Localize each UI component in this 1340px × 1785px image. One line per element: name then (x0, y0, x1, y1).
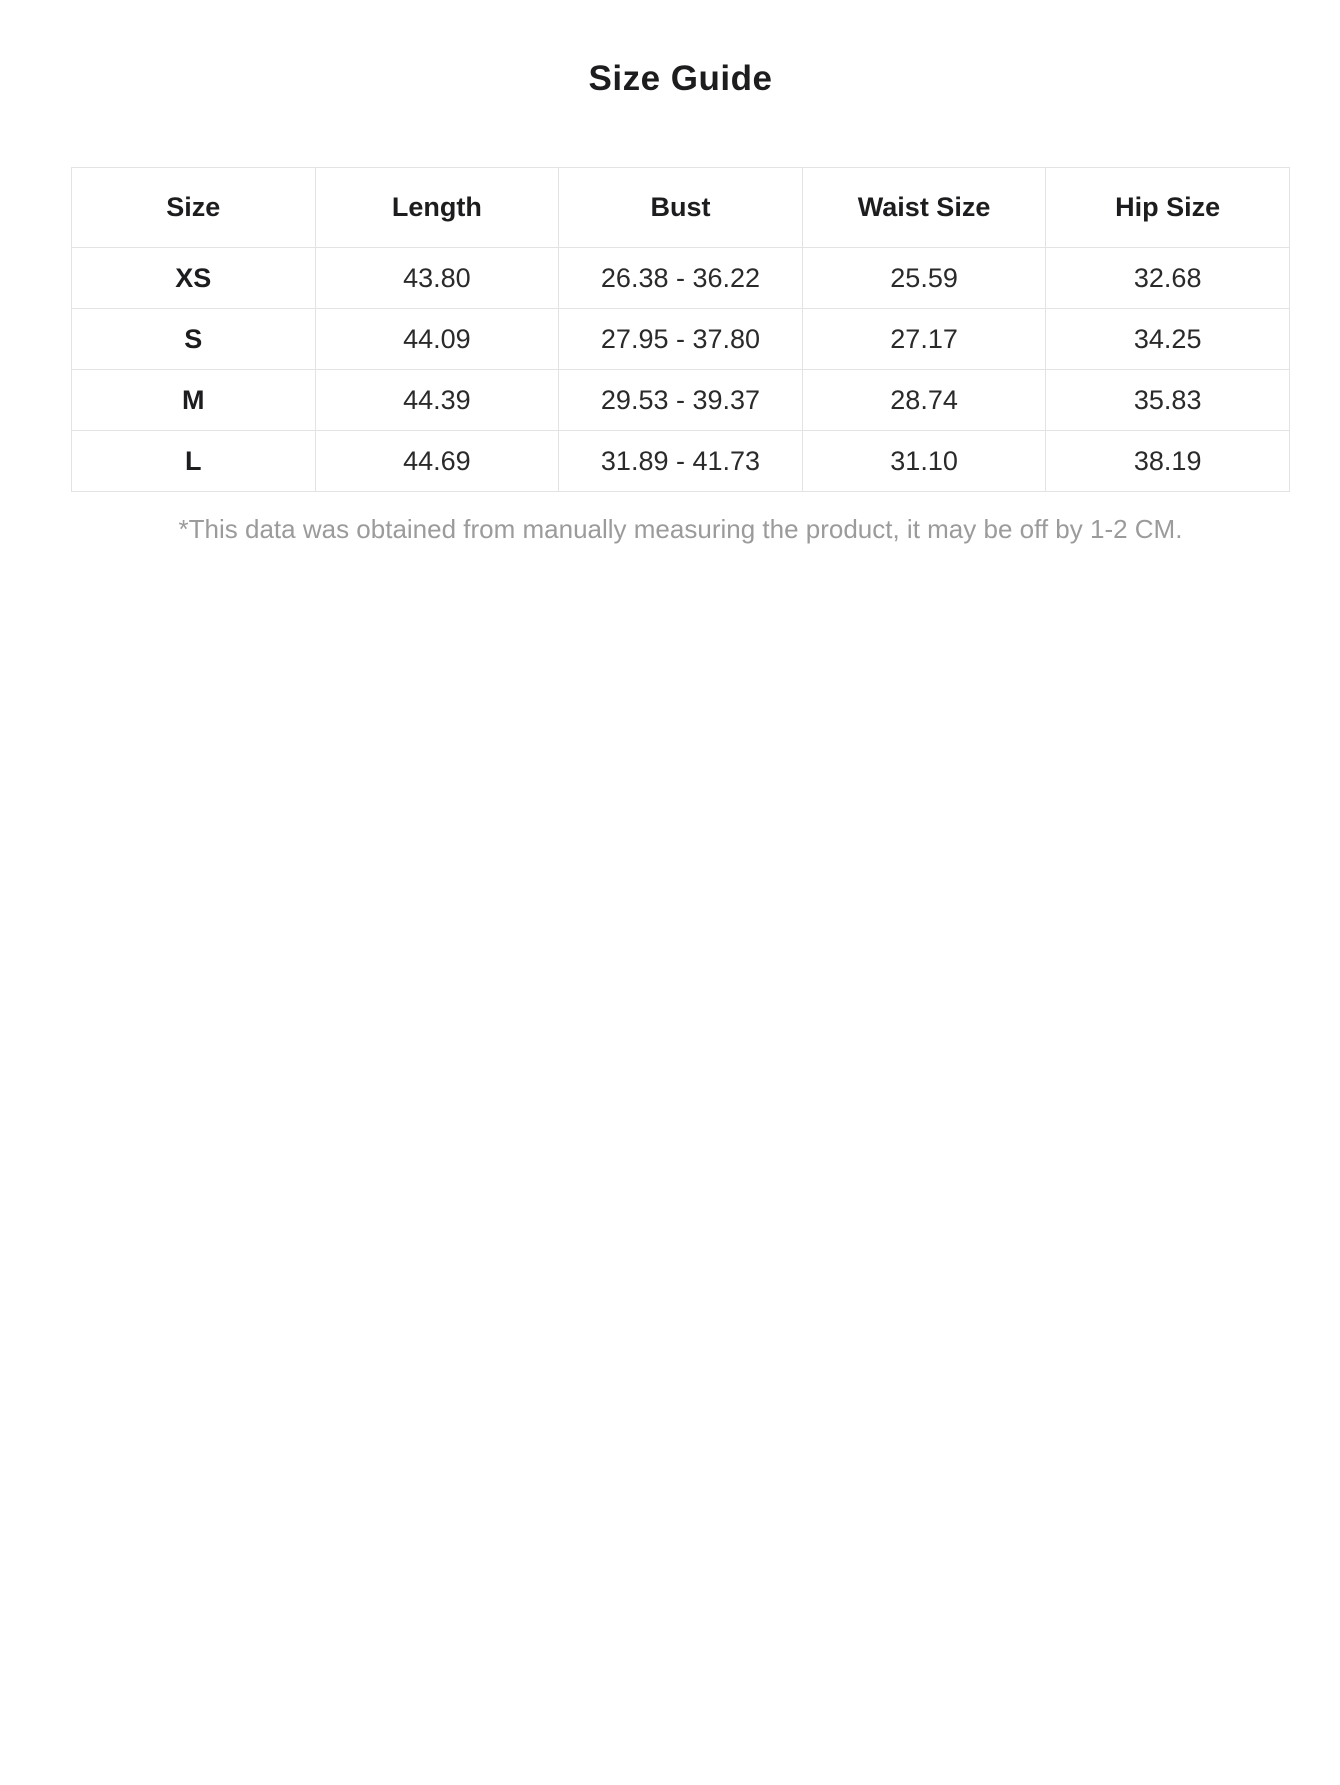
cell-size: S (72, 309, 316, 370)
column-header-waist: Waist Size (802, 168, 1046, 248)
cell-waist: 27.17 (802, 309, 1046, 370)
cell-hip: 32.68 (1046, 248, 1290, 309)
cell-size: L (72, 431, 316, 492)
table-head (72, 168, 1290, 248)
column-header-hip: Hip Size (1046, 168, 1290, 248)
cell-waist: 25.59 (802, 248, 1046, 309)
column-header-length: Length (315, 168, 559, 248)
table-body (72, 248, 1290, 492)
cell-size: XS (72, 248, 316, 309)
cell-length: 44.39 (315, 370, 559, 431)
cell-bust: 31.89 - 41.73 (559, 431, 803, 492)
measurement-disclaimer: *This data was obtained from manually measuring the product, it may be off by 1-2 CM. (178, 514, 1183, 544)
cell-bust: 26.38 - 36.22 (559, 248, 803, 309)
cell-length: 44.69 (315, 431, 559, 492)
cell-bust: 29.53 - 39.37 (559, 370, 803, 431)
cell-waist: 31.10 (802, 431, 1046, 492)
table-row-m (72, 370, 1290, 431)
table-row-l (72, 431, 1290, 492)
cell-waist: 28.74 (802, 370, 1046, 431)
size-guide-table (71, 167, 1290, 492)
column-header-size: Size (72, 168, 316, 248)
table-header-row (72, 168, 1290, 248)
table-row-xs (72, 248, 1290, 309)
cell-length: 43.80 (315, 248, 559, 309)
cell-bust: 27.95 - 37.80 (559, 309, 803, 370)
cell-hip: 35.83 (1046, 370, 1290, 431)
cell-length: 44.09 (315, 309, 559, 370)
cell-size: M (72, 370, 316, 431)
column-header-bust: Bust (559, 168, 803, 248)
page-title: Size Guide (588, 59, 773, 98)
cell-hip: 38.19 (1046, 431, 1290, 492)
table-row-s (72, 309, 1290, 370)
size-guide-content (71, 0, 1290, 547)
cell-hip: 34.25 (1046, 309, 1290, 370)
